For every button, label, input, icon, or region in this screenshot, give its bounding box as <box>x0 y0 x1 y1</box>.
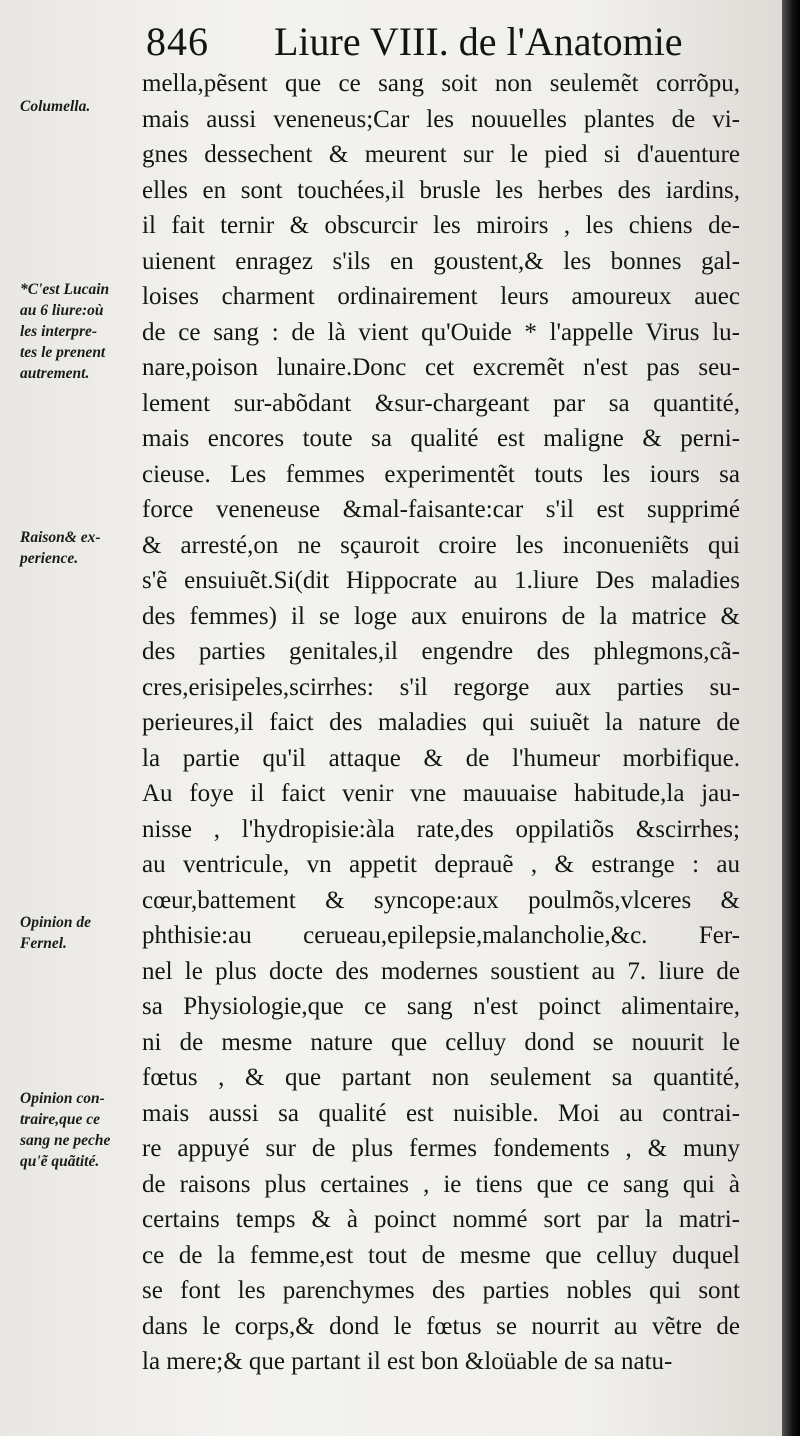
text-line: ce de la femme,est tout de mesme que celluy duquel <box>142 1241 740 1269</box>
book-spine-shadow <box>782 0 800 1436</box>
text-line: uienent enragez s'ils en goustent,& les bonnes gal- <box>142 247 740 275</box>
margin-note-line: Fernel. <box>20 935 67 952</box>
text-line: il fait ternir & obscurcir les miroirs , les chiens de- <box>142 212 740 239</box>
margin-note-line: Columella. <box>20 98 91 115</box>
text-line: phthisie:au cerueau,epilepsie,malancholie,&c. Fer- <box>142 922 740 949</box>
text-line: s'ẽ ensuiuẽt.Si(dit Hippocrate au 1.liure Des maladies <box>142 567 740 594</box>
margin-note-contraire <box>20 1088 142 1172</box>
text-line: des parties genitales,il engendre des phlegmons,cã- <box>142 638 740 665</box>
text-line: de raisons plus certaines , ie tiens que ce sang qui à <box>142 1170 740 1198</box>
margin-note-columella <box>20 96 142 117</box>
text-line: mais aussi sa qualité est nuisible. Moi au contrai- <box>142 1099 740 1127</box>
text-line: cœur,battement & syncope:aux poulmõs,vlceres & <box>142 886 740 914</box>
text-line: au ventricule, vn appetit deprauẽ , & estrange : au <box>142 851 740 878</box>
margin-note-line: Opinion de <box>20 914 92 931</box>
margin-note-line: sang ne peche <box>20 1132 111 1149</box>
text-line: dans le corps,& dond le fœtus se nourrit au vẽtre de <box>142 1312 740 1340</box>
text-line: nisse , l'hydropisie:àla rate,des oppilatiõs &scirrhes; <box>142 815 740 843</box>
text-line: elles en sont touchées,il brusle les herbes des iardins, <box>142 176 740 204</box>
text-line: la partie qu'il attaque & de l'humeur morbifique. <box>142 744 740 772</box>
margin-note-line: au 6 liure:où <box>20 302 104 319</box>
text-line: perieures,il faict des maladies qui suiuẽt la nature de <box>142 709 740 736</box>
page-number: 846 <box>146 19 209 64</box>
text-line: mais aussi veneneus;Car les nouuelles plantes de vi- <box>142 105 740 133</box>
text-line: re appuyé sur de plus fermes fondements , & muny <box>142 1135 740 1162</box>
text-line: certains temps & à poinct nommé sort par la matri- <box>142 1206 740 1233</box>
text-line: & arresté,on ne sçauroit croire les inconueniẽts qui <box>142 531 740 559</box>
margin-note-line: qu'ẽ quãtité. <box>20 1153 100 1170</box>
margin-note-line: tes le prenent <box>20 344 106 361</box>
text-line: nel le plus docte des modernes soustient au 7. liure de <box>142 957 740 985</box>
text-line: Au foye il faict venir vne mauuaise habitude,la jau- <box>142 780 740 807</box>
text-line: fœtus , & que partant non seulement sa quantité, <box>142 1064 740 1091</box>
margin-note-line: Opinion con- <box>20 1090 105 1107</box>
running-head <box>146 14 726 68</box>
text-line: lement sur-abõdant &sur-chargeant par sa quantité, <box>142 389 740 417</box>
margin-note-line: *C'est Lucain <box>20 281 110 298</box>
margin-note-lucain <box>20 279 142 384</box>
text-line: se font les parenchymes des parties nobles qui sont <box>142 1277 740 1304</box>
body-text <box>142 66 740 1380</box>
text-line: de ce sang : de là vient qu'Ouide * l'appelle Virus lu- <box>142 318 740 346</box>
text-line: sa Physiologie,que ce sang n'est poinct alimentaire, <box>142 993 740 1020</box>
margin-note-line: Raison& ex- <box>20 529 101 546</box>
margin-note-line: les interpre- <box>20 323 98 340</box>
text-line: cres,erisipeles,scirrhes: s'il regorge aux parties su- <box>142 673 740 701</box>
text-line: ni de mesme nature que celluy dond se nouurit le <box>142 1028 740 1056</box>
text-line: loises charment ordinairement leurs amoureux auec <box>142 283 740 310</box>
text-line: gnes dessechent & meurent sur le pied si d'auenture <box>142 141 740 168</box>
text-line: des femmes) il se loge aux enuirons de la matrice & <box>142 602 740 630</box>
margin-note-raison <box>20 527 142 569</box>
text-line: mella,pẽsent que ce sang soit non seulemẽt corrõpu, <box>142 70 740 97</box>
text-line: force veneneuse &mal-faisante:car s'il est supprimé <box>142 496 740 523</box>
text-line: nare,poison lunaire.Donc cet excremẽt n'est pas seu- <box>142 354 740 381</box>
margin-note-line: autrement. <box>20 365 90 382</box>
margin-note-line: perience. <box>20 550 79 567</box>
text-line: cieuse. Les femmes experimentẽt touts les iours sa <box>142 460 740 488</box>
text-line: la mere;& que partant il est bon &loüable de sa natu- <box>142 1348 673 1375</box>
margin-note-fernel <box>20 912 142 954</box>
running-title: Liure VIII. de l'Anatomie <box>274 19 683 64</box>
text-line: mais encores toute sa qualité est maligne & perni- <box>142 425 740 452</box>
margin-note-line: traire,que ce <box>20 1111 101 1128</box>
